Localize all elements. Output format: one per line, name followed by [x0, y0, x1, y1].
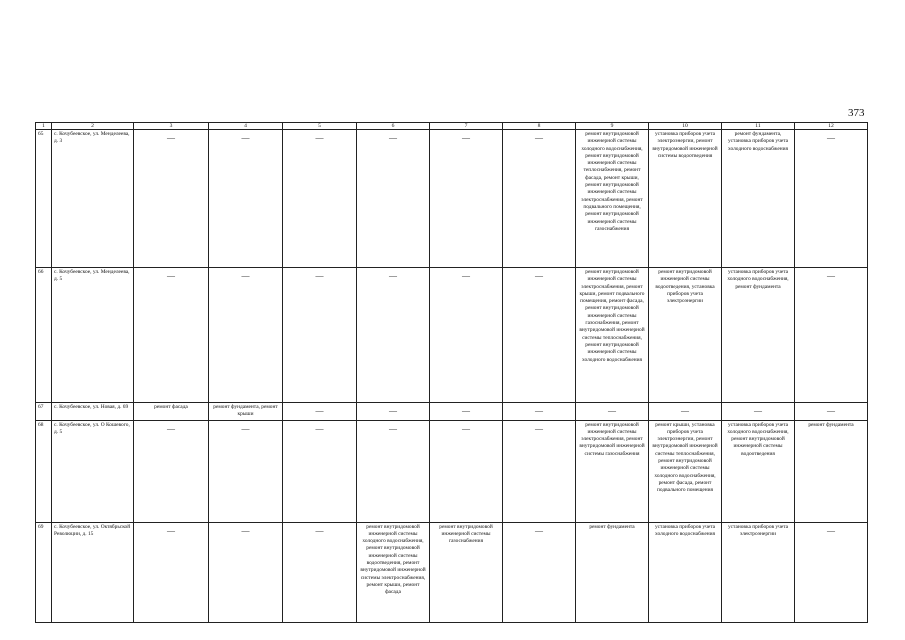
table-cell: —	[430, 403, 503, 421]
table-cell: —	[209, 522, 283, 622]
table-cell: ремонт фундамента	[576, 522, 649, 622]
table-cell: —	[795, 268, 868, 403]
table-cell: установка приборов учета холодного водоснабжения	[649, 522, 722, 622]
header-row	[36, 123, 868, 130]
table-cell: —	[430, 130, 503, 268]
table-cell: —	[795, 130, 868, 268]
row-address: с. Кочубеевское, ул. О Кошевого, д. 5	[52, 420, 134, 522]
row-number: 69	[36, 522, 52, 622]
table-cell: установка приборов учета холодного водоснабжения, ремонт внутридомовой инженерной системы водоотведения	[722, 420, 795, 522]
table-cell: —	[503, 403, 576, 421]
table-cell: —	[209, 268, 283, 403]
column-header: 10	[649, 123, 722, 130]
column-header: 1	[36, 123, 52, 130]
table-cell: ремонт крыши, установка приборов учета электроэнергии, ремонт внутридомовой инженерной системы теплоснабжения, ремонт внутридомовой инженерной системы холодного водоснабжения, ремонт фасада, ремонт подвального помещения	[649, 420, 722, 522]
table-cell: установка приборов учета электроэнергии	[722, 522, 795, 622]
table-cell: ремонт внутридомовой инженерной системы электроснабжения, ремонт внутридомовой инженерной системы газоснабжения	[576, 420, 649, 522]
table-cell: ремонт фундамента, установка приборов учета холодного водоснабжения	[722, 130, 795, 268]
table-row	[36, 130, 868, 268]
table-cell: ремонт внутридомовой инженерной системы электроснабжения, ремонт крыши, ремонт подвального помещения, ремонт фасада, ремонт внутридомовой инженерной системы газоснабжения, ремонт внутридомовой инженерной системы теплоснабжения, ремонт внутридомовой инженерной системы холодного водоснабжения	[576, 268, 649, 403]
table-row	[36, 403, 868, 421]
table-cell: —	[795, 403, 868, 421]
table-cell: ремонт внутридомовой инженерной системы холодного водоснабжения, ремонт внутридомовой инженерной системы теплоснабжения, ремонт фасада, ремонт крыши, ремонт внутридомовой инженерной системы электроснабжения, ремонт подвального помещения, ремонт внутридомовой инженерной системы газоснабжения	[576, 130, 649, 268]
table-cell: —	[357, 403, 430, 421]
table-cell: ремонт внутридомовой инженерной системы холодного водоснабжения, ремонт внутридомовой инженерной системы водоотведения, ремонт внутридомовой инженерной системы электроснабжения, ремонт крыши, ремонт фасада	[357, 522, 430, 622]
table-cell: —	[503, 420, 576, 522]
table-cell: —	[134, 522, 209, 622]
table-cell: ремонт внутридомовой инженерной системы газоснабжения	[430, 522, 503, 622]
column-header: 9	[576, 123, 649, 130]
table-cell: —	[209, 130, 283, 268]
table-cell: —	[722, 403, 795, 421]
row-number: 65	[36, 130, 52, 268]
table-cell: ремонт фундамента, ремонт крыши	[209, 403, 283, 421]
row-number: 66	[36, 268, 52, 403]
table-cell: —	[503, 268, 576, 403]
row-number: 67	[36, 403, 52, 421]
table-cell: —	[209, 420, 283, 522]
table-row	[36, 420, 868, 522]
row-address: с. Кочубеевское, ул. Октябрьской Революции, д. 15	[52, 522, 134, 622]
table-cell: —	[503, 130, 576, 268]
column-header: 4	[209, 123, 283, 130]
table-cell: установка приборов учета электроэнергии, ремонт внутридомовой инженерной системы водоотведения	[649, 130, 722, 268]
table-cell: установка приборов учета холодного водоснабжения, ремонт фундамента	[722, 268, 795, 403]
row-address: с. Кочубеевское, ул. Менделеева, д. 5	[52, 268, 134, 403]
table-cell: —	[283, 268, 357, 403]
table-cell: —	[283, 403, 357, 421]
column-header: 5	[283, 123, 357, 130]
table-cell: ремонт внутридомовой инженерной системы водоотведения, установка приборов учета электроэнергии	[649, 268, 722, 403]
column-header: 6	[357, 123, 430, 130]
page-number: 373	[848, 107, 865, 119]
table-row	[36, 522, 868, 622]
column-header: 2	[52, 123, 134, 130]
table-cell: —	[357, 130, 430, 268]
column-header: 8	[503, 123, 576, 130]
repair-schedule-table	[35, 122, 868, 623]
table-cell: ремонт фундамента	[795, 420, 868, 522]
row-address: с. Кочубеевское, ул. Менделеева, д. 3	[52, 130, 134, 268]
table-cell: —	[134, 130, 209, 268]
column-header: 11	[722, 123, 795, 130]
column-header: 12	[795, 123, 868, 130]
table-cell: —	[430, 420, 503, 522]
table-cell: —	[795, 522, 868, 622]
table-cell: —	[357, 268, 430, 403]
table-row	[36, 268, 868, 403]
table-cell: —	[503, 522, 576, 622]
table-cell: —	[134, 268, 209, 403]
table-cell: —	[134, 420, 209, 522]
table-cell: —	[649, 403, 722, 421]
table-cell: —	[357, 420, 430, 522]
row-number: 68	[36, 420, 52, 522]
column-header: 7	[430, 123, 503, 130]
table-cell: ремонт фасада	[134, 403, 209, 421]
table-cell: —	[283, 130, 357, 268]
table-cell: —	[283, 522, 357, 622]
table-cell: —	[283, 420, 357, 522]
table-cell: —	[576, 403, 649, 421]
table-cell: —	[430, 268, 503, 403]
row-address: с. Кочубеевское, ул. Новая, д. 69	[52, 403, 134, 421]
column-header: 3	[134, 123, 209, 130]
